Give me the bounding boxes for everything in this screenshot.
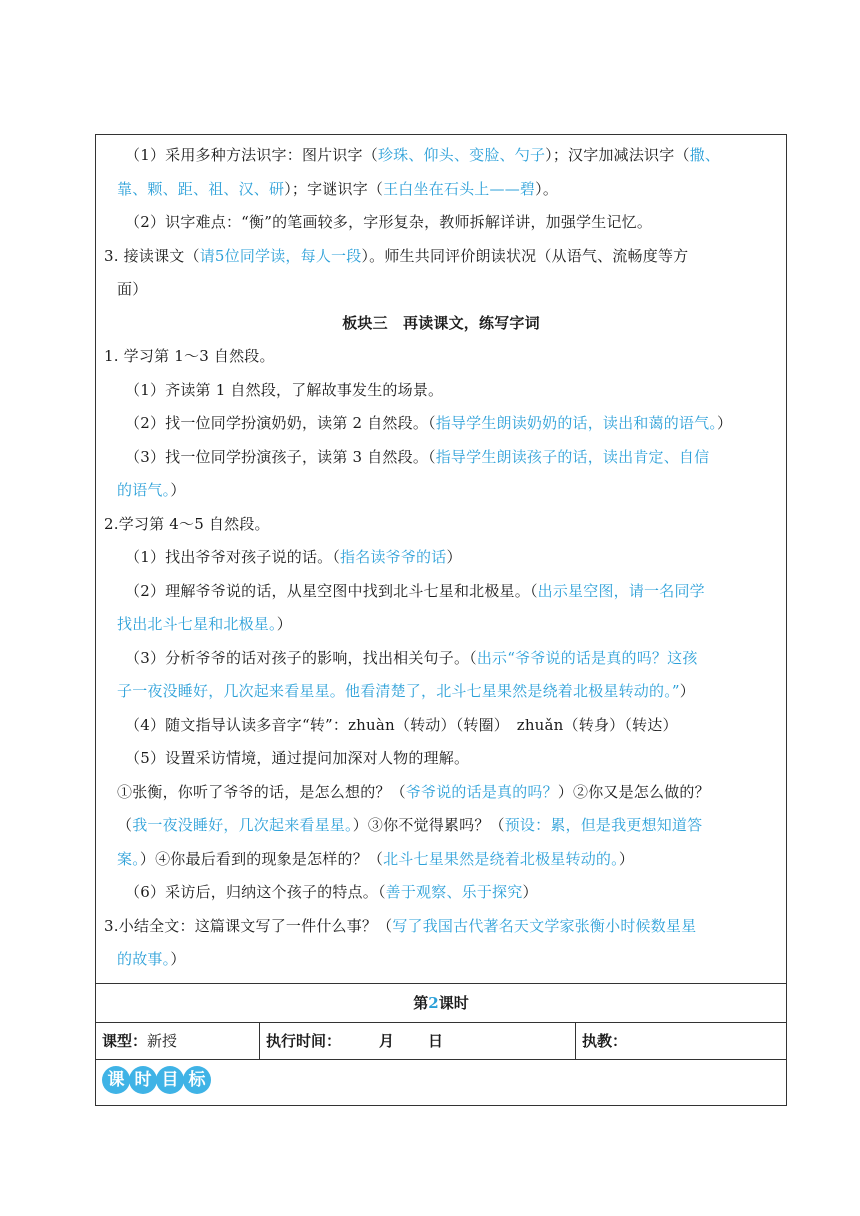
content-line: （1）采用多种方法识字：图片识字（珍珠、仰头、变脸、勺子）；汉字加减法识字（撒、 <box>125 146 721 164</box>
lesson-number: 2 <box>428 993 439 1012</box>
lesson-goals-badge: 课 时 目 标 <box>102 1066 210 1094</box>
content-line: ①张衡，你听了爷爷的话，是怎么想的？（爷爷说的话是真的吗？）②你又是怎么做的？ <box>117 782 710 801</box>
content-line: （1）找出爷爷对孩子说的话。（指名读爷爷的话） <box>125 548 462 566</box>
content-line: 的故事。） <box>117 950 186 968</box>
content-line: （我一夜没睡好，几次起来看星星。）③你不觉得累吗？（预设：累，但是我更想知道答 <box>117 816 703 834</box>
lesson-number-row: 第2课时 <box>96 984 786 1023</box>
content-line: 子一夜没睡好，几次起来看星星。他看清楚了，北斗七星果然是绕着北极星转动的。”） <box>117 682 695 700</box>
content-line: 案。）④你最后看到的现象是怎样的？（北斗七星果然是绕着北极星转动的。） <box>117 849 635 868</box>
lesson-plan-table <box>95 134 787 1106</box>
content-line: 的语气。） <box>117 481 186 499</box>
content-line: （4）随文指导认读多音字“转”：zhuàn（转动）（转圈） zhuǎn（转身）（转达） <box>125 715 678 734</box>
content-line: （1）齐读第 1 自然段，了解故事发生的场景。 <box>125 380 444 399</box>
content-line: 靠、颗、距、祖、汉、研）；字谜识字（王白坐在石头上——碧）。 <box>117 179 559 198</box>
content-line: 1. 学习第 1～3 自然段。 <box>104 347 275 365</box>
content-line: 3.小结全文：这篇课文写了一件什么事？（写了我国古代著名天文学家张衡小时候数星星 <box>104 916 697 935</box>
content-line: （3）找一位同学扮演孩子，读第 3 自然段。（指导学生朗读孩子的话，读出肯定、自信 <box>125 447 710 466</box>
content-line: 2.学习第 4～5 自然段。 <box>104 514 270 533</box>
content-line: （3）分析爷爷的话对孩子的影响，找出相关句子。（出示“爷爷说的话是真的吗？这孩 <box>125 648 698 667</box>
teacher-cell: 执教： <box>582 1031 628 1050</box>
content-line: （2）识字难点：“衡”的笔画较多，字形复杂，教师拆解详讲，加强学生记忆。 <box>125 213 653 231</box>
section-heading: 板块三 再读课文，练写字词 <box>342 313 540 332</box>
content-line: 3. 接读课文（请5位同学读，每人一段）。师生共同评价朗读状况（从语气、流畅度等方 <box>104 246 689 265</box>
content-line: 面） <box>117 280 148 298</box>
lesson-content <box>96 135 786 984</box>
lesson-info-row <box>96 1023 786 1060</box>
lesson-type-cell: 课型：新授 <box>96 1023 260 1059</box>
content-line: （2）理解爷爷说的话，从星空图中找到北斗七星和北极星。（出示星空图，请一名同学 <box>125 581 705 600</box>
execution-time-cell: 执行时间： 月 日 <box>260 1023 576 1059</box>
content-line: （6）采访后，归纳这个孩子的特点。（善于观察、乐于探究） <box>125 883 538 901</box>
content-line: 找出北斗七星和北极星。） <box>117 615 292 633</box>
lesson-goals-row <box>96 1060 786 1105</box>
content-line: （5）设置采访情境，通过提问加深对人物的理解。 <box>125 749 470 767</box>
content-line: （2）找一位同学扮演奶奶，读第 2 自然段。（指导学生朗读奶奶的话，读出和蔼的语气。） <box>125 414 733 432</box>
